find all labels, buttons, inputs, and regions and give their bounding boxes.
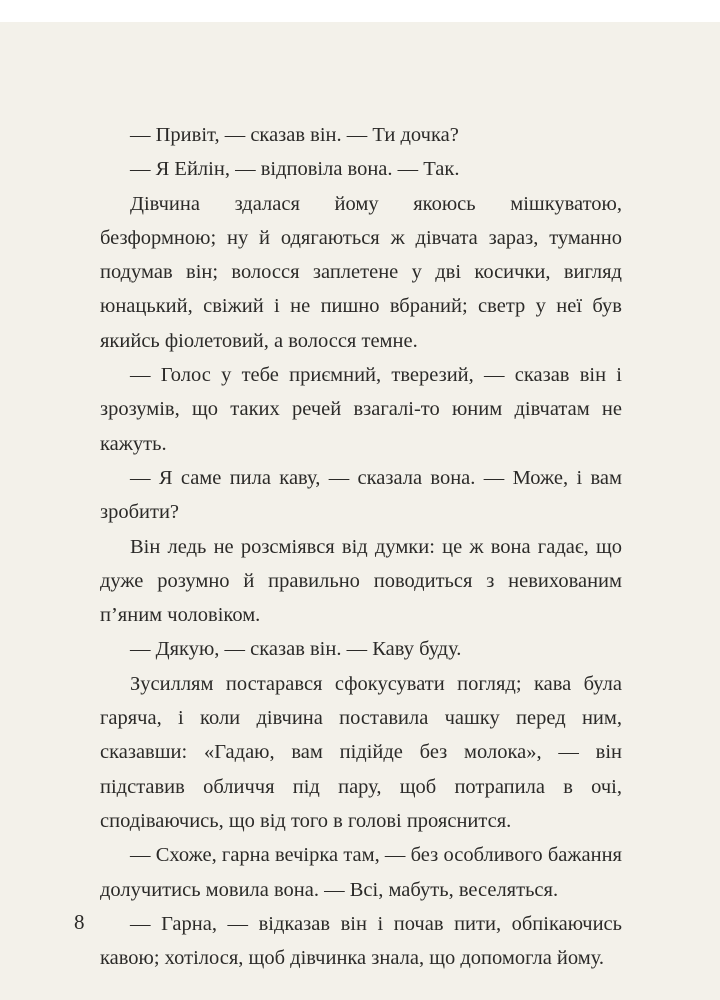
body-text — [100, 118, 622, 975]
paragraph: — Я Ейлін, — відповіла вона. — Так. — [130, 158, 460, 181]
paragraph: — Я саме пила каву, — сказала вона. — Може, і вам зробити? — [100, 466, 622, 524]
page-number: 8 — [74, 910, 85, 934]
paragraph: — Гарна, — відказав він і почав пити, обпікаючись кавою; хотілося, щоб дівчинка знала, що допомогла йому. — [100, 912, 622, 970]
book-page — [0, 22, 720, 1000]
paragraph: Зусиллям постарався сфокусувати погляд; кава була гаряча, і коли дівчина поставила чашку перед ним, сказавши: «Гадаю, вам підійде без молока», — він підставив обличчя під пару, щоб потрапила в очі, сподіваючись, що від того в голові прояснится. — [100, 672, 622, 832]
paragraph: Дівчина здалася йому якоюсь мішкуватою, безформною; ну й одягаються ж дівчата зараз, туманно подумав він; волосся заплетене у дві косички, вигляд юнацький, свіжий і не пишно вбраний; светр у неї був якийсь фіолетовий, а волосся темне. — [100, 192, 622, 352]
paragraph: — Привіт, — сказав він. — Ти дочка? — [130, 124, 459, 146]
paragraph: — Дякую, — сказав він. — Каву буду. — [130, 638, 462, 661]
paragraph: Він ледь не розсміявся від думки: це ж вона гадає, що дуже розумно й правильно поводиться з невихованим п’яним чоловіком. — [100, 535, 622, 627]
paragraph: — Голос у тебе приємний, тверезий, — сказав він і зрозумів, що таких речей взагалі-то юним дівчатам не кажуть. — [100, 364, 622, 455]
paragraph: — Схоже, гарна вечірка там, — без особливого бажання долучитись мовила вона. — Всі, мабуть, веселяться. — [100, 844, 622, 901]
